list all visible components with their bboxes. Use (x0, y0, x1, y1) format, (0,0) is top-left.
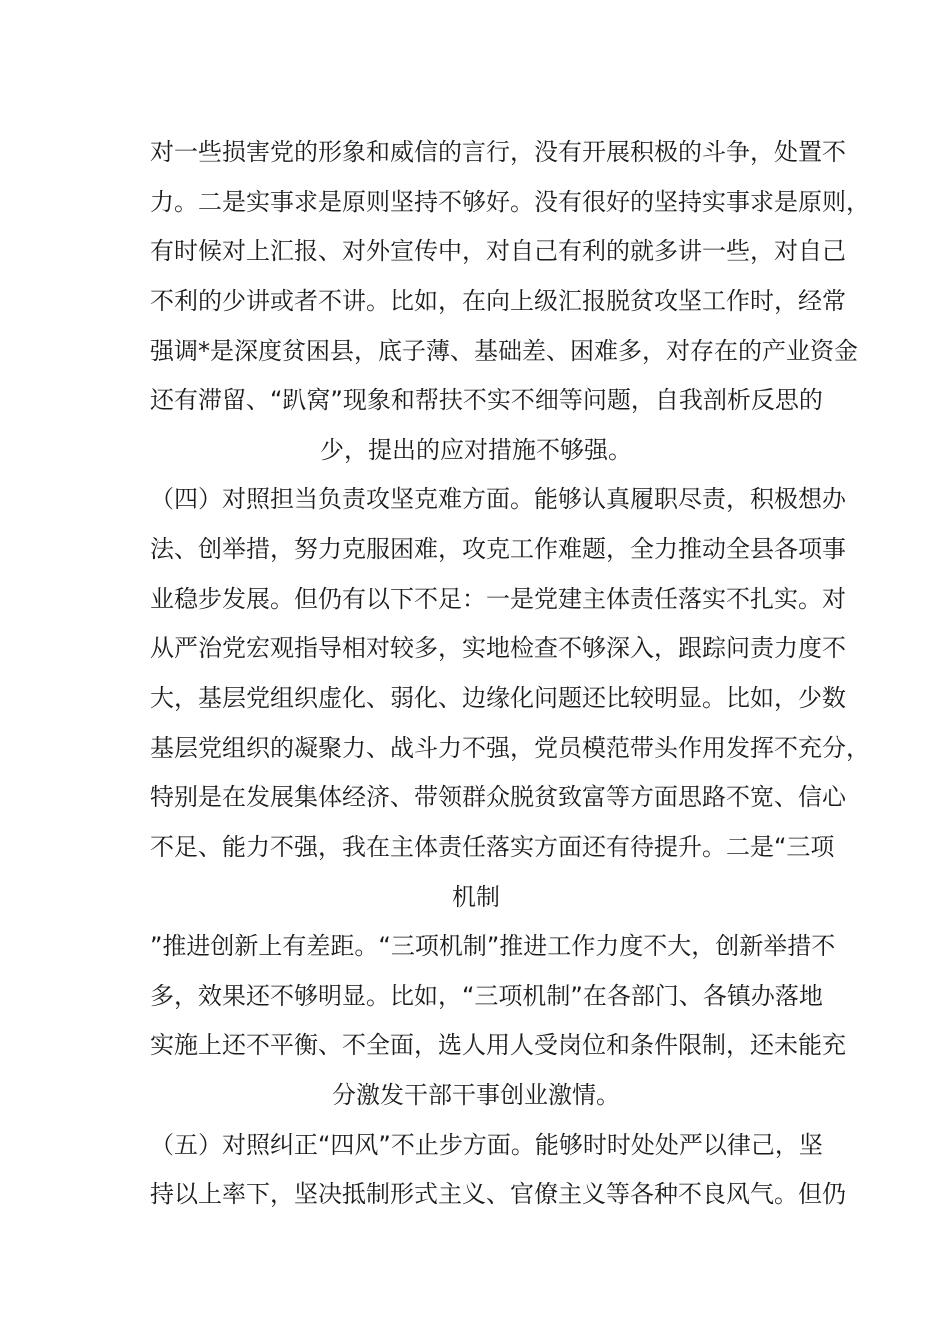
text-line: 法、创举措，努力克服困难，攻克工作难题，全力推动全县各项事 (150, 535, 846, 563)
text-line: 基层党组织的凝聚力、战斗力不强，党员模范带头作用发挥不充分， (150, 734, 870, 762)
text-line: 对一些损害党的形象和威信的言行，没有开展积极的斗争，处置不 (150, 138, 846, 166)
text-line: 还有滞留、“趴窝”现象和帮扶不实不细等问题，自我剖析反思的 (150, 386, 823, 414)
text-line: 有时候对上汇报、对外宣传中，对自己有利的就多讲一些，对自己 (150, 237, 846, 265)
text-line: 强调*是深度贫困县，底子薄、基础差、困难多，对存在的产业资金 (150, 337, 858, 365)
text-line: 不利的少讲或者不讲。比如，在向上级汇报脱贫攻坚工作时，经常 (150, 287, 846, 315)
text-line: 大，基层党组织虚化、弱化、边缘化问题还比较明显。比如，少数 (150, 684, 846, 712)
section-heading-line: （四）对照担当负责攻坚克难方面。能够认真履职尽责，积极想办 (150, 485, 846, 513)
text-line: 从严治党宏观指导相对较多，实地检查不够深入，跟踪问责力度不 (150, 634, 846, 662)
section-heading-line: （五）对照纠正“四风”不止步方面。能够时时处处严以律己，坚 (150, 1131, 823, 1159)
text-line: ”推进创新上有差距。“三项机制”推进工作力度不大，创新举措不 (150, 932, 836, 960)
text-line: 分激发干部干事创业激情。 (332, 1081, 620, 1109)
text-line: 机制 (452, 883, 500, 911)
text-line: 实施上还不平衡、不全面，选人用人受岗位和条件限制，还未能充 (150, 1031, 846, 1059)
text-line: 业稳步发展。但仍有以下不足：一是党建主体责任落实不扎实。对 (150, 585, 846, 613)
text-line: 特别是在发展集体经济、带领群众脱贫致富等方面思路不宽、信心 (150, 783, 846, 811)
text-line: 持以上率下，坚决抵制形式主义、官僚主义等各种不良风气。但仍 (150, 1180, 846, 1208)
text-line: 力。二是实事求是原则坚持不够好。没有很好的坚持实事求是原则， (150, 188, 870, 216)
text-line: 不足、能力不强，我在主体责任落实方面还有待提升。二是“三项 (150, 833, 835, 861)
text-line: 多，效果还不够明显。比如，“三项机制”在各部门、各镇办落地 (150, 982, 823, 1010)
text-line: 少，提出的应对措施不够强。 (320, 436, 632, 464)
